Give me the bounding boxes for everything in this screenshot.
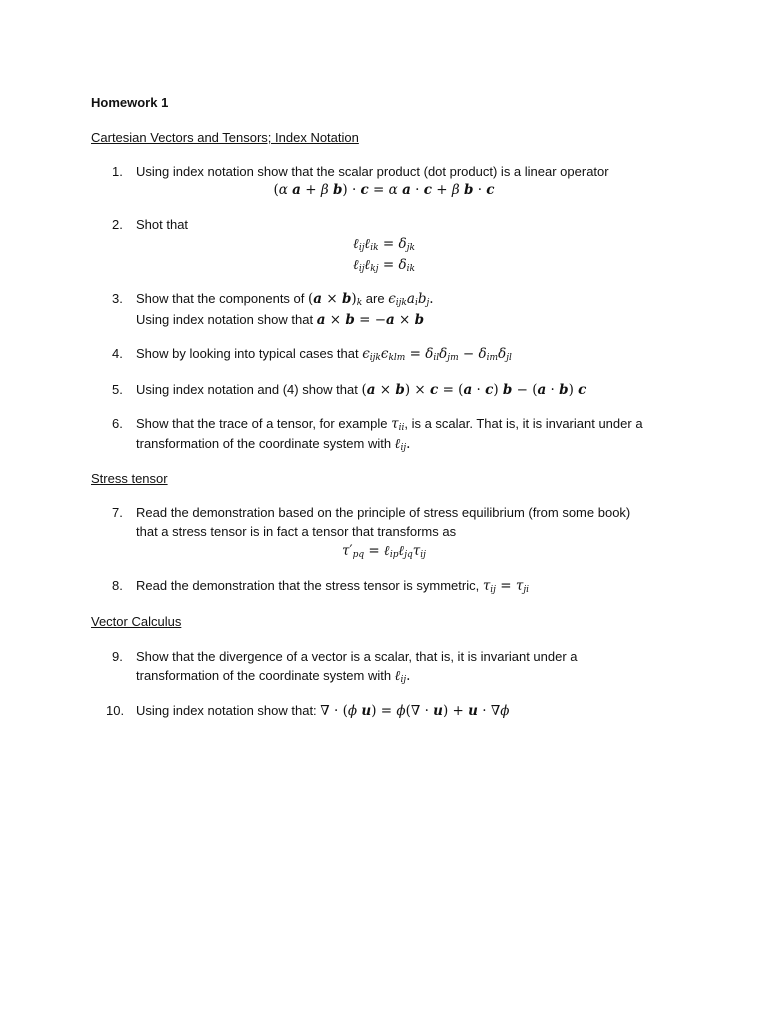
- item-text: Show that the divergence of a vector is a scalar, that is, it is invariant under a: [136, 649, 578, 664]
- item-number: 1.: [112, 164, 123, 179]
- item-number: 10.: [106, 703, 125, 718]
- item-text: Read the demonstration based on the principle of stress equilibrium (from some book): [136, 505, 631, 520]
- item-text: Show that the trace of a tensor, for example $\tau_{ii}$, is a scalar. That is, it is invariant under a: [136, 416, 643, 433]
- item-text: Using index notation show that: ∇ · (ϕ u) = ϕ(∇ · u) + u · ∇ϕ: [136, 703, 510, 719]
- equation-orthogonality-1: ℓ$_{ij}$ℓ$_{ik}$ = $\delta_{jk}$: [353, 236, 415, 253]
- equation-orthogonality-2: ℓ$_{ij}$ℓ$_{kj}$ = $\delta_{ik}$: [353, 257, 415, 274]
- equation-stress-transform: $\tau'_{pq}$ = $\ell_{ip}\ell_{jq}\tau_{ij}$: [342, 543, 426, 560]
- item-text: Using index notation show that the scalar product (dot product) is a linear operator: [136, 164, 609, 179]
- item-number: 8.: [112, 578, 123, 593]
- item-text: Using index notation and (4) show that (a × b) × c = (a · c) b − (a · b) c: [136, 382, 587, 398]
- item-number: 6.: [112, 416, 123, 431]
- item-number: 5.: [112, 382, 123, 397]
- item-text-continued: that a stress tensor is in fact a tensor that transforms as: [136, 524, 457, 539]
- item-text: Shot that: [136, 217, 189, 232]
- item-text: Show by looking into typical cases that $\epsilon_{ijk}\epsilon_{klm} = \delta_{il}\delta_{jm} - \delta_{im}\delta_{jl}$: [136, 346, 512, 363]
- item-text-continued: transformation of the coordinate system with ℓ$_{ij}$.: [136, 436, 411, 453]
- item-number: 9.: [112, 649, 123, 664]
- item-text-continued: Using index notation show that a × b = −a × b: [136, 312, 425, 328]
- section-heading-vectors-tensors: Cartesian Vectors and Tensors; Index Notation: [91, 130, 359, 145]
- section-heading-stress-tensor: Stress tensor: [91, 471, 168, 486]
- item-text: Read the demonstration that the stress tensor is symmetric, $\tau_{ij} = \tau_{ji}$: [136, 578, 530, 595]
- document-title: Homework 1: [91, 95, 169, 110]
- item-number: 2.: [112, 217, 123, 232]
- item-text-continued: transformation of the coordinate system with ℓ$_{ij}$.: [136, 668, 411, 685]
- item-number: 3.: [112, 291, 123, 306]
- item-number: 7.: [112, 505, 123, 520]
- section-heading-vector-calculus: Vector Calculus: [91, 614, 182, 629]
- item-text: Show that the components of $(a \times b)_k$ are $\epsilon_{ijk}a_ib_j$.: [136, 291, 434, 308]
- item-number: 4.: [112, 346, 123, 361]
- equation-linear-operator: (α a + β b) · c = α a · c + β b · c: [273, 182, 495, 198]
